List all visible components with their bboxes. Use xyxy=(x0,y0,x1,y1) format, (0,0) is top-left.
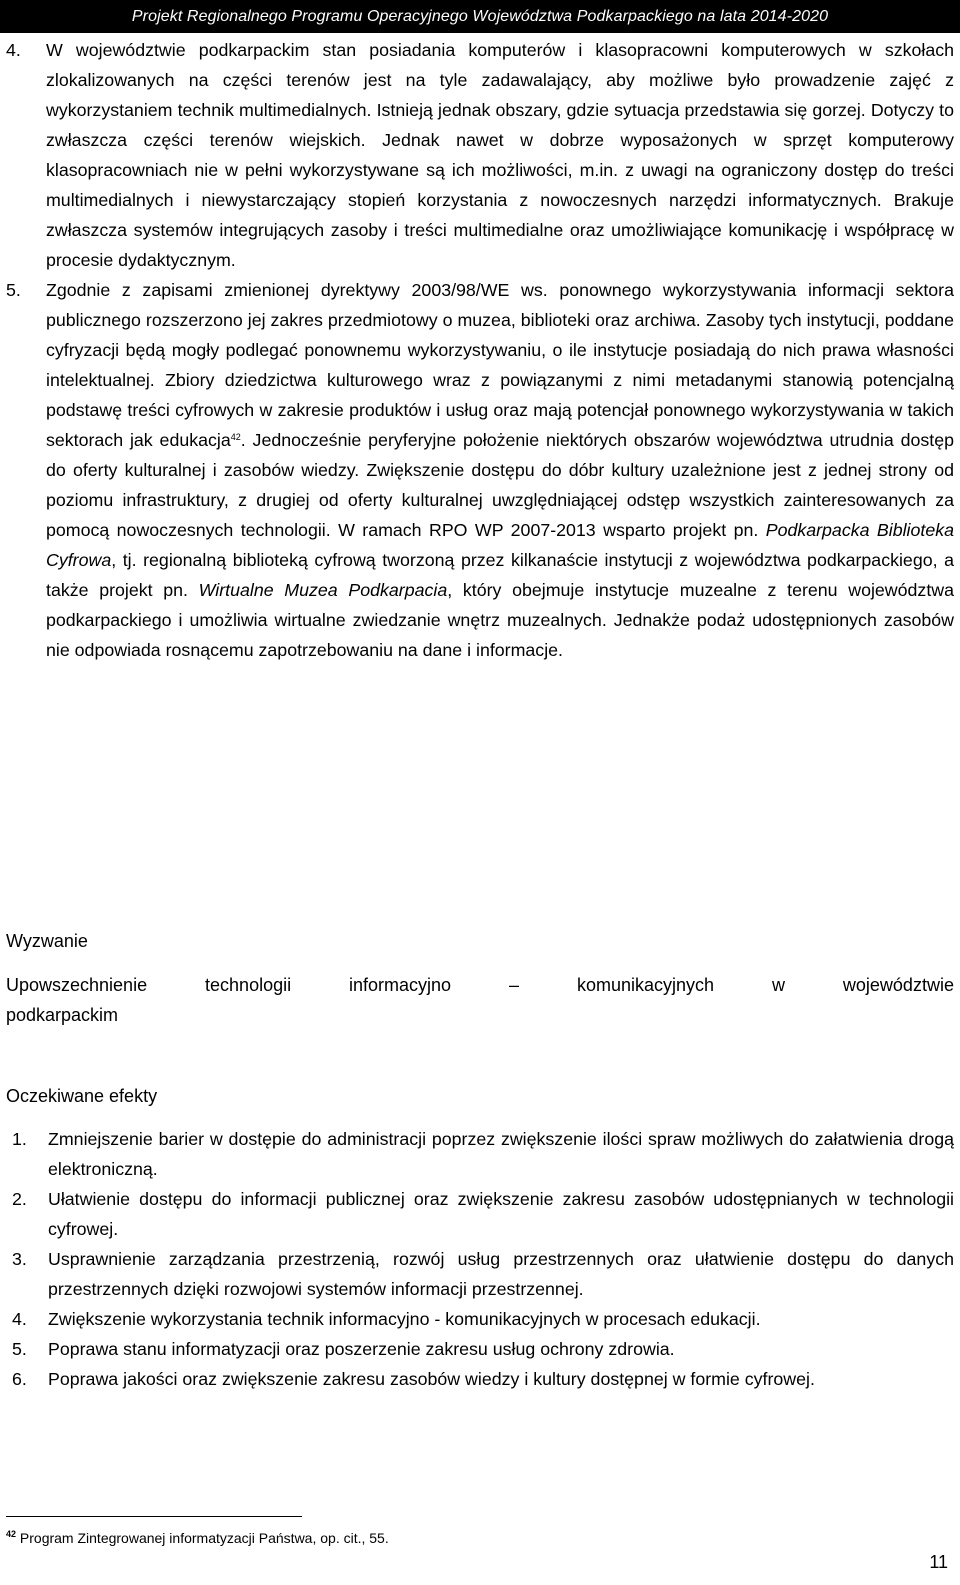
effect-item xyxy=(6,1244,954,1304)
challenge-word: w xyxy=(771,975,785,995)
challenge-word: Upowszechnienie xyxy=(6,975,148,995)
effect-item xyxy=(6,1124,954,1184)
challenge-word: komunikacyjnych xyxy=(576,975,715,995)
effect-number: 6. xyxy=(12,1369,27,1389)
paragraph-text: Zgodnie z zapisami zmienionej dyrektywy 2003/98/WE ws. ponownego wykorzystywania informacji sektora publicznego rozszerzono jej zakres przedmiotowy o muzea, biblioteki oraz archiwa. Zasoby tych instytucji, poddane cyfryzacji będą mogły podlegać ponownemu wykorzystywaniu, o ile instytucje posiadają do nich prawa własności intelektualnej. Zbiory dziedzictwa kulturowego wraz z powiązanymi z nimi metadanymi stanowią potencjalną podstawę treści cyfrowych w zakresie produktów i usług oraz mają potencjał ponownego wykorzystywania w takich sektorach jak edukacja$^{42}$. Jednocześnie peryferyjne położenie niektórych obszarów województwa utrudnia dostęp do oferty kulturalnej i zasobów wiedzy. Zwiększenie dostępu do dóbr kultury uzależnione jest z jednej strony od poziomu infrastruktury, z drugiej od oferty kulturalnej uwzględniającej odstęp wszystkich zainteresowanych za pomocą nowoczesnych technologii. W ramach RPO WP 2007-2013 wsparto projekt pn. Podkarpacka Biblioteka Cyfrowa, tj. regionalną biblioteką cyfrową tworzoną przez kilkanaście instytucji z województwa podkarpackiego, a także projekt pn. Wirtualne Muzea Podkarpacia, który obejmuje instytucje muzealne z terenu województwa podkarpackiego i umożliwia wirtualne zwiedzanie wnętrz muzealnych. Jednakże podaż udostępnionych zasobów nie odpowiada rosnącemu zapotrzebowaniu na dane i informacje. xyxy=(46,280,955,660)
paragraph-4 xyxy=(6,35,954,275)
effect-text: Poprawa stanu informatyzacji oraz poszerzenie zakresu usług ochrony zdrowia. xyxy=(48,1339,675,1359)
section-heading-challenge: Wyzwanie xyxy=(6,931,88,951)
challenge-line xyxy=(6,970,954,1000)
effect-text: Usprawnienie zarządzania przestrzenią, rozwój usług przestrzennych oraz ułatwienie dostępu do danych przestrzennych dzięki rozwojowi systemów informacji przestrzennej. xyxy=(48,1249,954,1299)
effect-text: Poprawa jakości oraz zwiększenie zakresu zasobów wiedzy i kultury dostępnej w formie cyfrowej. xyxy=(48,1369,815,1389)
project-name: Podkarpacka Biblioteka Cyfrowa xyxy=(46,520,955,570)
page-header: Projekt Regionalnego Programu Operacyjnego Województwa Podkarpackiego na lata 2014-2020 xyxy=(0,0,960,33)
effect-item xyxy=(6,1364,954,1394)
challenge-word: województwie xyxy=(842,975,954,995)
paragraph-5 xyxy=(6,275,954,665)
effect-text: Zmniejszenie barier w dostępie do administracji poprzez zwiększenie ilości spraw możliwych do załatwienia drogą elektroniczną. xyxy=(48,1129,954,1179)
page-number: 11 xyxy=(929,1552,948,1572)
footnote-text: Program Zintegrowanej informatyzacji Państwa, op. cit., 55. xyxy=(19,1530,389,1546)
effect-number: 3. xyxy=(12,1249,27,1269)
project-name: Wirtualne Muzea Podkarpacia xyxy=(198,580,448,600)
effect-number: 1. xyxy=(12,1129,27,1149)
footnote-separator xyxy=(6,1516,302,1517)
main-content xyxy=(6,35,954,665)
paragraph-number: 5. xyxy=(6,280,21,300)
effect-number: 5. xyxy=(12,1339,27,1359)
challenge-word: technologii xyxy=(205,975,292,995)
effect-text: Ułatwienie dostępu do informacji publicznej oraz zwiększenie zakresu zasobów udostępnianych w technologii cyfrowej. xyxy=(48,1189,954,1239)
effect-number: 2. xyxy=(12,1189,27,1209)
paragraph-number: 4. xyxy=(6,40,21,60)
challenge-word: – xyxy=(509,975,520,995)
effect-item xyxy=(6,1304,954,1334)
effect-item xyxy=(6,1184,954,1244)
challenge-text xyxy=(6,970,954,1030)
paragraph-text: W województwie podkarpackim stan posiadania komputerów i klasopracowni komputerowych w szkołach zlokalizowanych na części terenów jest na tyle zadawalający, aby możliwe było prowadzenie zajęć z wykorzystaniem technik multimedialnych. Istnieją jednak obszary, gdzie sytuacja przedstawia się gorzej. Dotyczy to zwłaszcza części terenów wiejskich. Jednak nawet w dobrze wyposażonych w sprzęt komputerowy klasopracowniach nie w pełni wykorzystywane są ich możliwości, m.in. z uwagi na ograniczony dostęp do treści multimedialnych i niewystarczający stopień korzystania z nowoczesnych narzędzi informatycznych. Brakuje zwłaszcza systemów integrujących zasoby i treści multimedialne oraz umożliwiające komunikację i współpracę w procesie dydaktycznym. xyxy=(46,40,954,270)
challenge-word: informacyjno xyxy=(349,975,452,995)
effect-number: 4. xyxy=(12,1309,27,1329)
section-heading-effects: Oczekiwane efekty xyxy=(6,1086,158,1106)
footnote xyxy=(6,1528,389,1548)
footnote-reference[interactable]: 42 xyxy=(230,432,241,442)
footnote-number: 42 xyxy=(6,1529,17,1539)
effect-item xyxy=(6,1334,954,1364)
challenge-line: podkarpackim xyxy=(6,1005,119,1025)
effect-text: Zwiększenie wykorzystania technik informacyjno - komunikacyjnych w procesach edukacji. xyxy=(48,1309,761,1329)
effects-list xyxy=(6,1124,954,1394)
